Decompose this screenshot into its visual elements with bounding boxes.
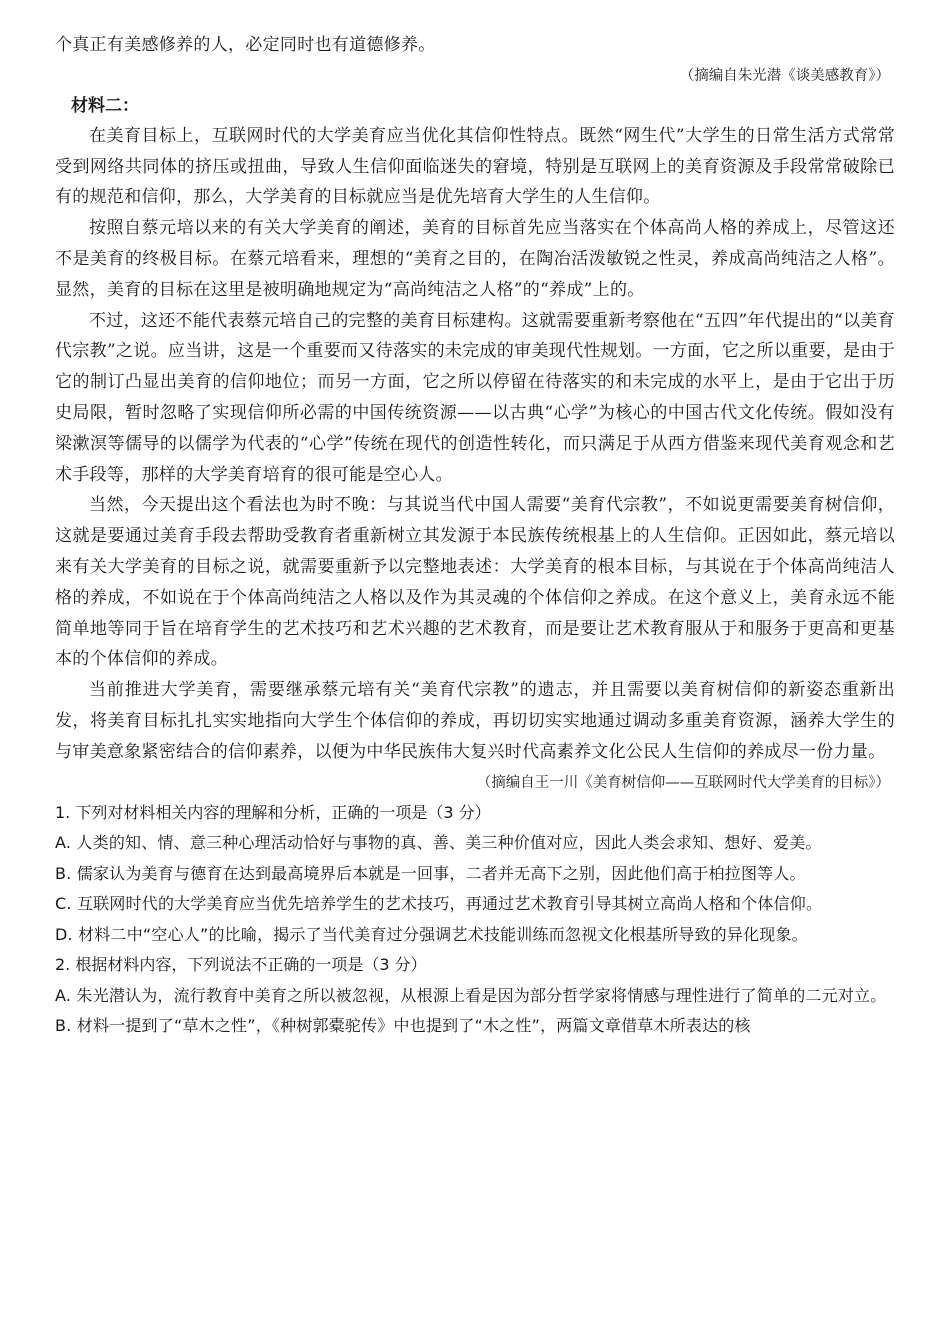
question-2-option-a: A. 朱光潜认为，流行教育中美育之所以被忽视，从根源上看是因为部分哲学家将情感与理性进行了简单的二元对立。 [55, 985, 887, 1005]
source-citation-2: （摘编自王一川《美育树信仰——互联网时代大学美育的目标》） [476, 774, 890, 791]
material-2-paragraph: 在美育目标上，互联网时代的大学美育应当优化其信仰性特点。既然“网生代”大学生的日常生活方式常常受到网络共同体的挤压或扭曲，导致人生信仰面临迷失的窘境，特别是互联网上的美育资源及手段常常破除已有的规范和信仰，那么，大学美育的目标就应当是优先培育大学生的人生信仰。 [55, 125, 895, 208]
material-2-paragraph: 当前推进大学美育，需要继承蔡元培有关“美育代宗教”的遗志，并且需要以美育树信仰的新姿态重新出发，将美育目标扎扎实实地指向大学生个体信仰的养成，再切切实实地通过调动多重美育资源，涵养大学生的与审美意象紧密结合的信仰素养，以便为中华民族伟大复兴时代高素养文化公民人生信仰的养成尽一份力量。 [55, 680, 895, 762]
question-2-stem: 2. 根据材料内容，下列说法不正确的一项是（3 分） [55, 955, 427, 975]
source-citation-1: （摘编自朱光潜《谈美感教育》） [679, 67, 890, 84]
question-2-option-b: B. 材料一提到了“草木之性”，《种树郭橐驼传》中也提到了“木之性”，两篇文章借草木所表达的核 [55, 1016, 751, 1036]
question-1-option-a: A. 人类的知、情、意三种心理活动恰好与事物的真、善、美三种价值对应，因此人类会求知、想好、爱美。 [55, 833, 822, 853]
question-1-option-d: D. 材料二中“空心人”的比喻，揭示了当代美育过分强调艺术技能训练而忽视文化根基所导致的异化现象。 [55, 924, 808, 944]
material-2-paragraph: 当然，今天提出这个看法也为时不晚：与其说当代中国人需要“美育代宗教”，不如说更需要美育树信仰，这就是要通过美育手段去帮助受教育者重新树立其发源于本民族传统根基上的人生信仰。正因如此，蔡元培以来有关大学美育的目标之说，就需要重新予以完整地表述：大学美育的根本目标，与其说在于个体高尚纯洁人格的养成，不如说在于个体高尚纯洁之人格以及作为其灵魂的个体信仰之养成。在这个意义上，美育永远不能简单地等同于旨在培育学生的艺术技巧和艺术兴趣的艺术教育，而是要让艺术教育服从于和服务于更高和更基本的个体信仰的养成。 [55, 495, 895, 670]
question-1-option-c: C. 互联网时代的大学美育应当优先培养学生的艺术技巧，再通过艺术教育引导其树立高尚人格和个体信仰。 [55, 894, 823, 914]
material-2-heading: 材料二： [71, 95, 139, 116]
material-2-paragraph: 按照自蔡元培以来的有关大学美育的阐述，美育的目标首先应当落实在个体高尚人格的养成上，尽管这还不是美育的终极目标。在蔡元培看来，理想的“美育之目的，在陶冶活泼敏锐之性灵，养成高尚纯洁之人格”。显然，美育的目标在这里是被明确地规定为“高尚纯洁之人格”的“养成”上的。 [55, 218, 895, 300]
continued-line: 个真正有美感修养的人，必定同时也有道德修养。 [55, 35, 436, 55]
question-1-stem: 1. 下列对材料相关内容的理解和分析，正确的一项是（3 分） [55, 802, 491, 822]
material-2-paragraph: 不过，这还不能代表蔡元培自己的完整的美育目标建构。这就需要重新考察他在“五四”年代提出的“以美育代宗教”之说。应当讲，这是一个重要而又待落实的未完成的审美现代性规划。一方面，它之所以重要，是由于它的制订凸显出美育的信仰地位；而另一方面，它之所以停留在待落实的和未完成的水平上，是由于它出于历史局限，暂时忽略了实现信仰所必需的中国传统资源——以古典“心学”为核心的中国古代文化传统。假如没有梁漱溟等儒导的以儒学为代表的“心学”传统在现代的创造性转化，而只满足于从西方借鉴来现代美育观念和艺术手段等，那样的大学美育培育的很可能是空心人。 [55, 310, 895, 485]
question-1-option-b: B. 儒家认为美育与德育在达到最高境界后本就是一回事，二者并无高下之别，因此他们高于柏拉图等人。 [55, 863, 806, 883]
